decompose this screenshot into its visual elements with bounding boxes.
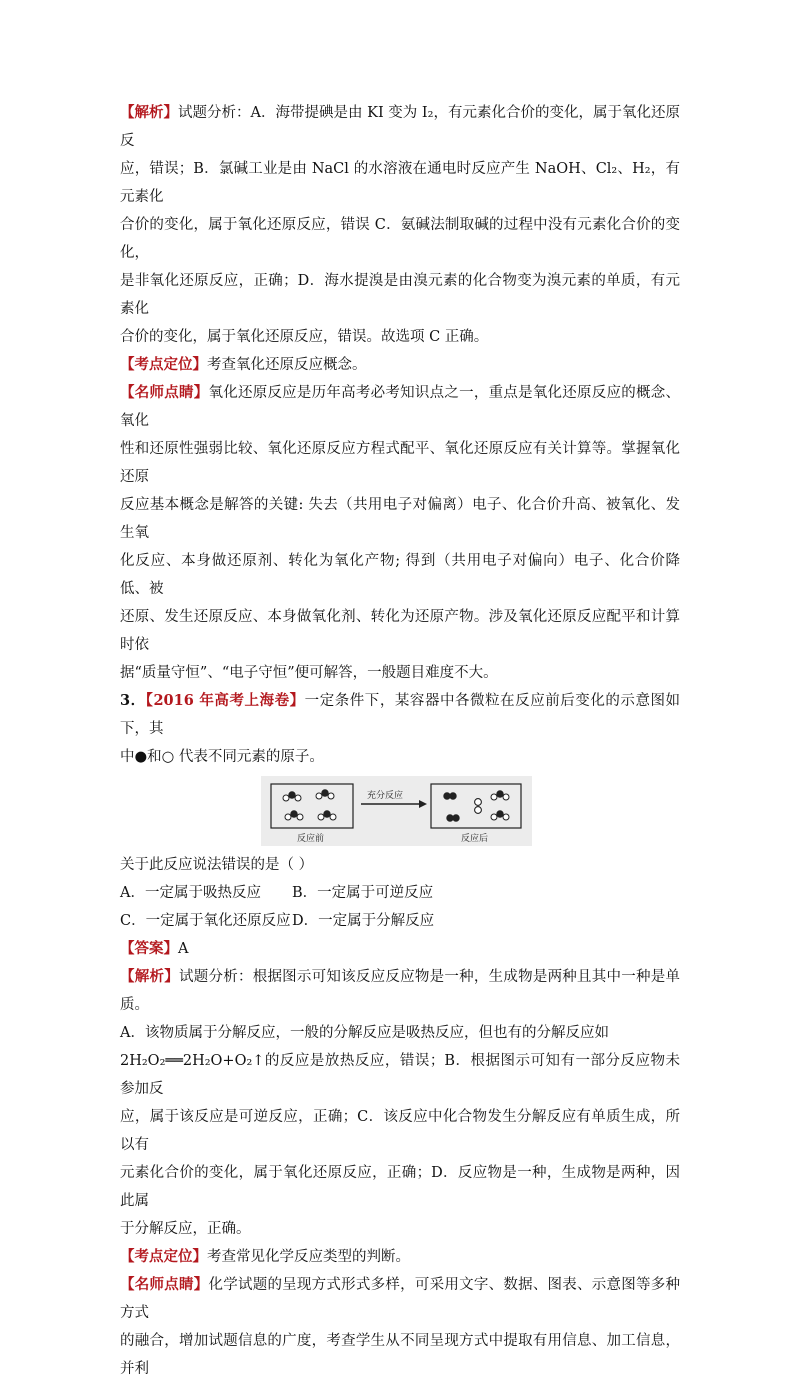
text-line: 化学试题的呈现方式形式多样，可采用文字、数据、图表、示意图等多种方式 xyxy=(120,1277,681,1321)
product-molecule xyxy=(447,815,459,821)
molecule xyxy=(316,790,334,799)
reaction-diagram xyxy=(261,776,532,846)
molecule xyxy=(285,811,303,820)
text-line: 于分解反应，正确。 xyxy=(120,1221,251,1237)
option-c: C．一定属于氧化还原反应 xyxy=(120,913,291,929)
text-line: 性和还原性强弱比较、氧化还原反应方程式配平、氧化还原反应有关计算等。掌握氧化还原 xyxy=(120,441,680,485)
text-line: 的融合，增加试题信息的广度，考查学生从不同呈现方式中提取有用信息、加工信息，并利 xyxy=(120,1333,680,1377)
text-line: 是非氧化还原反应，正确；D．海水提溴是由溴元素的化合物变为溴元素的单质，有元素化 xyxy=(120,273,680,317)
key-point-paragraph-1 xyxy=(120,351,680,379)
question-3 xyxy=(120,687,680,743)
analysis-paragraph-2 xyxy=(120,963,680,1019)
text-line: 2H₂O₂══2H₂O+O₂↑的反应是放热反应，错误；B．根据图示可知有一部分反应物未参加反 xyxy=(120,1053,680,1097)
option-d: D．一定属于分解反应 xyxy=(292,913,435,929)
answer-tag: 【答案】 xyxy=(120,940,178,957)
molecule xyxy=(283,792,301,801)
text-line: 考查常见化学反应类型的判断。 xyxy=(207,1249,410,1265)
text-line: 反应基本概念是解答的关键: 失去（共用电子对偏离）电子、化合价升高、被氧化、发生氧 xyxy=(120,497,680,541)
option-b: B．一定属于可逆反应 xyxy=(292,885,434,901)
before-container xyxy=(271,784,353,828)
molecule xyxy=(491,791,509,800)
options-row-2 xyxy=(120,907,680,935)
text-line: 试题分析：根据图示可知该反应反应物是一种，生成物是两种且其中一种是单质。 xyxy=(120,969,681,1013)
after-container xyxy=(431,784,521,828)
text-line: 合价的变化，属于氧化还原反应，错误 C．氨碱法制取碱的过程中没有元素化合价的变化， xyxy=(120,217,680,261)
question-number: 3． xyxy=(120,692,146,709)
before-label: 反应前 xyxy=(297,834,325,844)
key-point-paragraph-2 xyxy=(120,1243,680,1271)
question-source: 【2016 年高考上海卷】 xyxy=(145,692,305,709)
teacher-note-paragraph-1 xyxy=(120,379,680,435)
text-line: 试题分析：A．海带提碘是由 KI 变为 I₂，有元素化合价的变化，属于氧化还原反 xyxy=(120,105,680,149)
arrow-label: 充分反应 xyxy=(367,791,404,801)
key-point-tag: 【考点定位】 xyxy=(120,1248,207,1265)
options-row-1 xyxy=(120,879,680,907)
text-line: 应，错误；B．氯碱工业是由 NaCl 的水溶液在通电时反应产生 NaOH、Cl₂、H₂，有元素化 xyxy=(120,161,680,205)
analysis-tag: 【解析】 xyxy=(120,104,179,121)
molecule xyxy=(318,811,336,820)
text-line: 氧化还原反应是历年高考必考知识点之一，重点是氧化还原反应的概念、氧化 xyxy=(120,385,681,429)
text-line: 据“质量守恒”、“电子守恒”便可解答，一般题目难度不大。 xyxy=(120,665,498,681)
text-line: 还原、发生还原反应、本身做氧化剂、转化为还原产物。涉及氧化还原反应配平和计算时依 xyxy=(120,609,680,653)
after-label: 反应后 xyxy=(461,834,489,844)
text-line: 一定条件下，某容器中各微粒在反应前后变化的示意图如下，其 xyxy=(120,693,681,737)
answer-line xyxy=(120,935,680,963)
text-line: A．该物质属于分解反应，一般的分解反应是吸热反应，但也有的分解反应如 xyxy=(120,1025,609,1041)
product-molecule xyxy=(444,793,456,799)
answer-value: A xyxy=(178,941,189,957)
analysis-tag: 【解析】 xyxy=(120,968,179,985)
text-line: 考查氧化还原反应概念。 xyxy=(207,357,367,373)
teacher-note-tag: 【名师点睛】 xyxy=(120,384,209,401)
text-line: 元素化合价的变化，属于氧化还原反应，正确；D．反应物是一种，生成物是两种，因此属 xyxy=(120,1165,680,1209)
molecule xyxy=(491,811,509,820)
arrow-head xyxy=(419,800,427,808)
text-line: 合价的变化，属于氧化还原反应，错误。故选项 C 正确。 xyxy=(120,329,489,345)
document-content xyxy=(120,99,680,1383)
teacher-note-paragraph-2 xyxy=(120,1271,680,1327)
text-line: 应，属于该反应是可逆反应，正确；C．该反应中化合物发生分解反应有单质生成，所以有 xyxy=(120,1109,680,1153)
analysis-paragraph-1 xyxy=(120,99,680,155)
text-line: 化反应、本身做还原剂、转化为氧化产物; 得到（共用电子对偏向）电子、化合价降低、被 xyxy=(120,553,680,597)
product-molecule xyxy=(475,799,482,814)
text-line: 中●和○ 代表不同元素的原子。 xyxy=(120,749,324,765)
question-stem: 关于此反应说法错误的是（ ） xyxy=(120,857,314,873)
key-point-tag: 【考点定位】 xyxy=(120,356,207,373)
teacher-note-tag: 【名师点睛】 xyxy=(120,1276,209,1293)
option-a: A．一定属于吸热反应 xyxy=(120,885,261,901)
